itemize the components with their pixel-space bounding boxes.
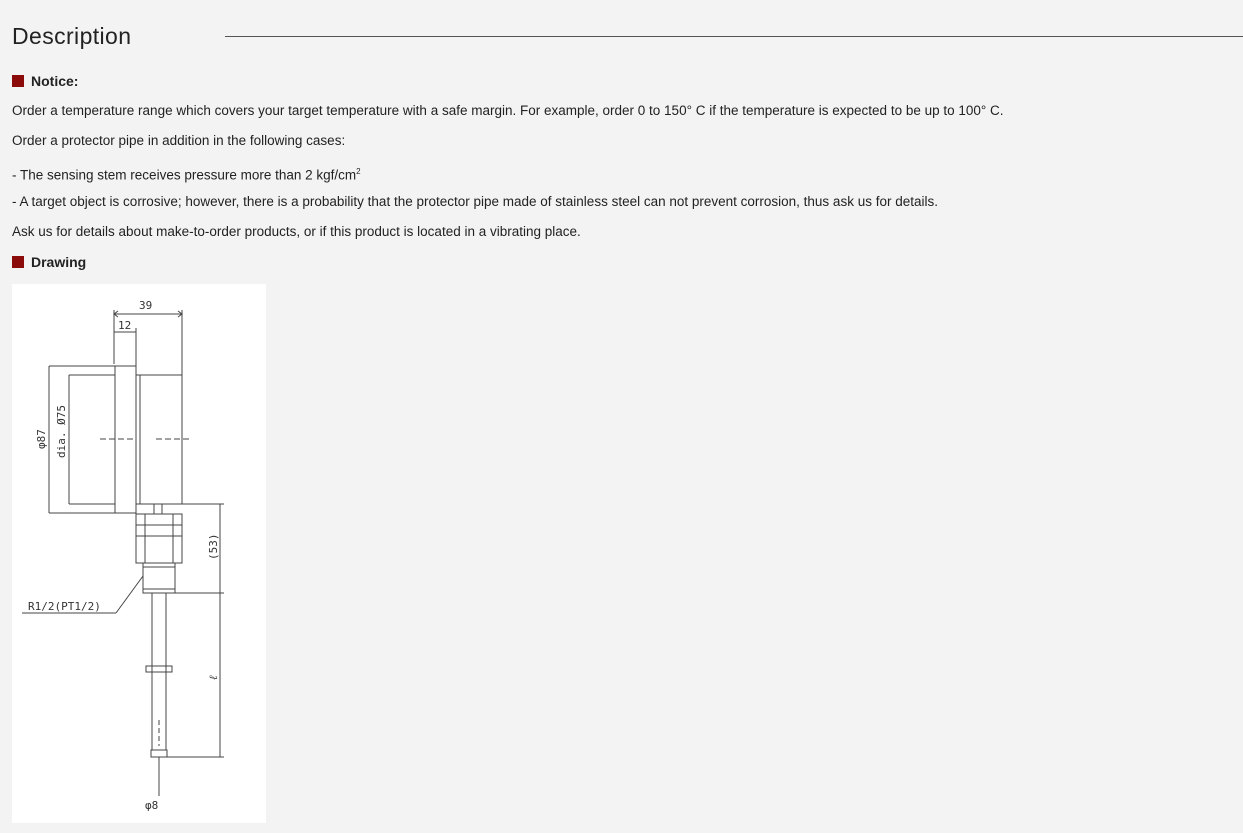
length-label: ℓ xyxy=(207,675,220,680)
notice-line-3-text: - The sensing stem receives pressure more than 2 kgf/cm xyxy=(12,167,357,183)
title-divider xyxy=(225,36,1243,37)
notice-heading xyxy=(12,72,78,90)
square-bullet-icon xyxy=(12,75,24,87)
dim-39-label: 39 xyxy=(139,299,153,312)
drawing-heading xyxy=(12,253,86,271)
dim-12-label: 12 xyxy=(118,319,132,332)
dim-phi8-label: φ8 xyxy=(145,799,159,812)
superscript-2: 2 xyxy=(356,167,361,176)
section-title: Description xyxy=(12,23,132,49)
dim-53-label: (53) xyxy=(207,533,220,560)
notice-line-5: Ask us for details about make-to-order products, or if this product is located in a vibrating place. xyxy=(12,224,581,239)
dim-phi87-label: φ87 xyxy=(35,429,48,449)
notice-line-1: Order a temperature range which covers your target temperature with a safe margin. For example, order 0 to 150° C if the temperature is expected to be up to 100° C. xyxy=(12,103,1004,118)
dim-dia75-label: dia. Ø75 xyxy=(55,405,68,458)
notice-heading-label: Notice: xyxy=(31,73,79,89)
notice-line-2: Order a protector pipe in addition in the following cases: xyxy=(12,133,346,148)
thermometer-drawing-svg xyxy=(12,284,266,823)
notice-line-3 xyxy=(12,163,361,185)
drawing-heading-label: Drawing xyxy=(31,254,87,270)
description-header xyxy=(12,20,1243,54)
notice-line-4: - A target object is corrosive; however, there is a probability that the protector pipe made of stainless steel can not prevent corrosion, thus ask us for details. xyxy=(12,194,938,209)
technical-drawing xyxy=(12,284,266,823)
square-bullet-icon xyxy=(12,256,24,268)
thread-label: R1/2(PT1/2) xyxy=(28,600,101,613)
